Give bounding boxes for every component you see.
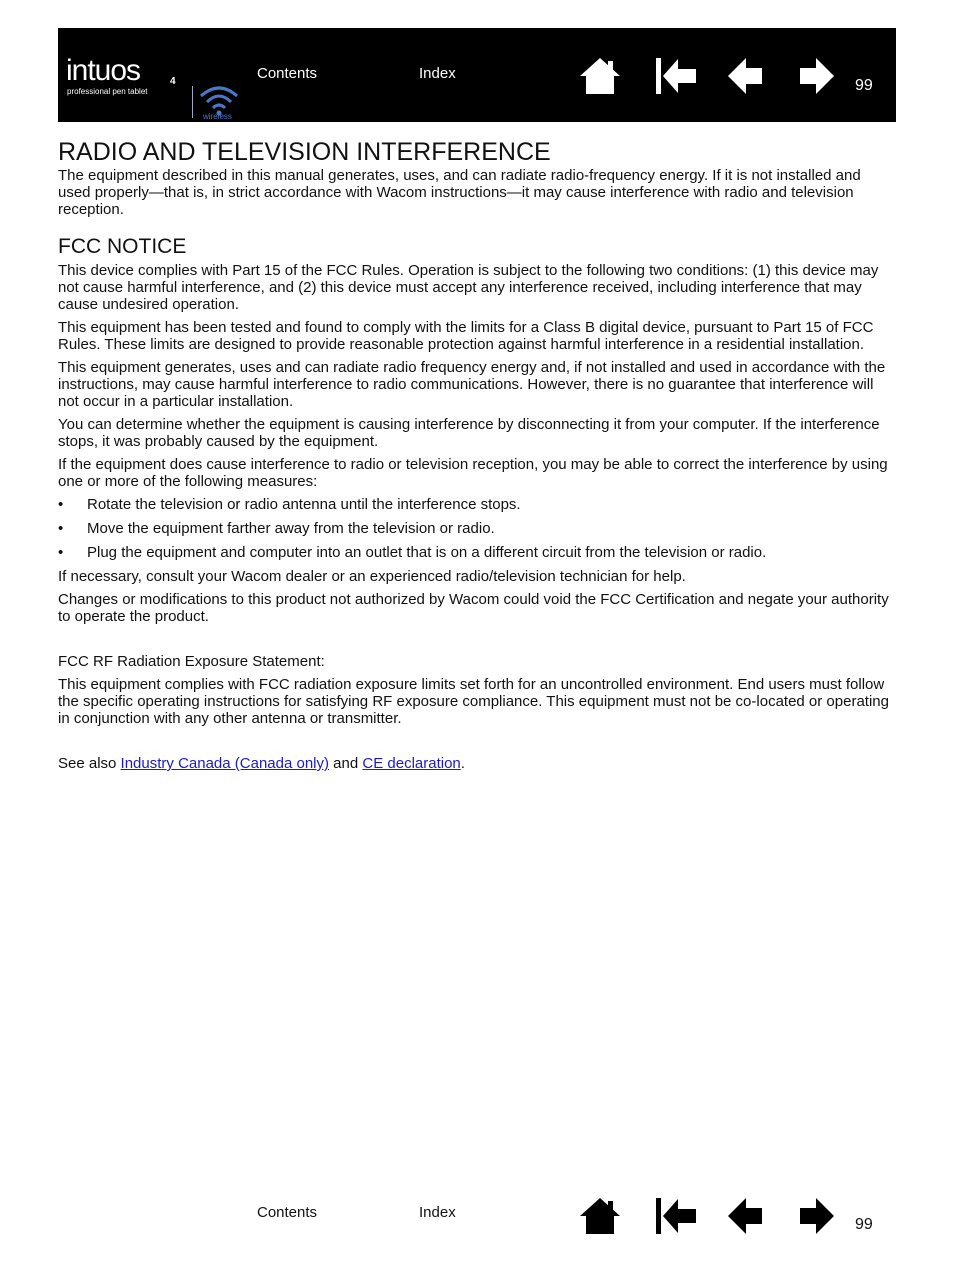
index-link[interactable]: Index: [419, 65, 456, 82]
list-item-text: Plug the equipment and computer into an outlet that is on a different circuit from the television or radio.: [87, 544, 767, 561]
see-also-and: and: [329, 755, 363, 772]
list-item-text: Move the equipment farther away from the television or radio.: [87, 520, 495, 537]
logo-suffix: 4: [170, 76, 176, 87]
ce-declaration-link[interactable]: CE declaration: [362, 755, 461, 772]
list-item: [58, 496, 896, 513]
paragraph: You can determine whether the equipment is causing interference by disconnecting it from your computer. If the interference stops, it was probably caused by the equipment.: [58, 416, 880, 450]
intro-paragraph: The equipment described in this manual generates, uses, and can radiate radio-frequency energy. If it is not installed and used properly—that is, in strict accordance with Wacom instructions—it may cause interference with radio and television reception.: [58, 167, 861, 218]
first-page-icon[interactable]: [654, 1196, 698, 1236]
next-page-icon[interactable]: [794, 56, 838, 96]
see-also-prefix: See also: [58, 755, 121, 772]
footer-index-link[interactable]: Index: [419, 1204, 456, 1221]
spacer: [58, 631, 896, 653]
previous-page-icon[interactable]: [724, 1196, 768, 1236]
rf-paragraph: This equipment complies with FCC radiation exposure limits set forth for an uncontrolled environment. End users must follow the specific operating instructions for satisfying RF exposure compliance. This equipment must not be co-located or operating in conjunction with any other antenna or transmitter.: [58, 676, 889, 727]
spacer: [58, 733, 896, 755]
bullet-glyph: •: [58, 544, 64, 561]
list-item-text: Rotate the television or radio antenna until the interference stops.: [87, 496, 521, 513]
intuos-logo: [66, 54, 236, 121]
header-bar: [58, 28, 896, 122]
logo-wireless-label: wireless: [203, 112, 232, 121]
contents-link[interactable]: Contents: [257, 65, 318, 82]
logo-divider: [192, 86, 193, 118]
previous-page-icon[interactable]: [724, 56, 768, 96]
list-item: [58, 520, 896, 537]
home-icon[interactable]: [578, 56, 622, 96]
paragraph: If necessary, consult your Wacom dealer or an experienced radio/television technician for help.: [58, 568, 686, 585]
home-icon[interactable]: [578, 1196, 622, 1236]
rf-heading: FCC RF Radiation Exposure Statement:: [58, 653, 325, 670]
footer-page-number: 99: [855, 1216, 873, 1233]
bullet-glyph: •: [58, 520, 64, 537]
paragraph: Changes or modifications to this product not authorized by Wacom could void the FCC Certification and negate your authority to operate the product.: [58, 591, 889, 625]
main-content: [58, 138, 896, 778]
logo-wordmark: intuos: [66, 54, 141, 87]
bullet-glyph: •: [58, 496, 64, 513]
see-also-line: [58, 755, 896, 772]
measures-list: [58, 496, 896, 561]
first-page-icon[interactable]: [654, 56, 698, 96]
paragraph: If the equipment does cause interference to radio or television reception, you may be able to correct the interference by using one or more of the following measures:: [58, 456, 888, 490]
next-page-icon[interactable]: [794, 1196, 838, 1236]
page-number: 99: [855, 77, 873, 94]
paragraph: This device complies with Part 15 of the FCC Rules. Operation is subject to the following two conditions: (1) this device may not cause harmful interference, and (2) this device must accept any interference received, including interference that may cause undesired operation.: [58, 262, 879, 313]
paragraph: This equipment has been tested and found to comply with the limits for a Class B digital device, pursuant to Part 15 of FCC Rules. These limits are designed to provide reasonable protection against harmful interference in a residential installation.: [58, 319, 874, 353]
industry-canada-link[interactable]: Industry Canada (Canada only): [120, 755, 330, 772]
footer-contents-link[interactable]: Contents: [257, 1204, 318, 1221]
list-item: [58, 544, 896, 561]
footer-nav: [58, 1190, 896, 1250]
paragraph: This equipment generates, uses and can radiate radio frequency energy and, if not installed and used in accordance with the instructions, may cause harmful interference to radio communications. However, there is no guarantee that interference will not occur in a particular installation.: [58, 359, 886, 410]
see-also-suffix: .: [460, 755, 465, 772]
fcc-notice-heading: FCC NOTICE: [58, 235, 187, 258]
page-title: RADIO AND TELEVISION INTERFERENCE: [58, 138, 551, 166]
logo-subtitle: professional pen tablet: [67, 87, 148, 96]
